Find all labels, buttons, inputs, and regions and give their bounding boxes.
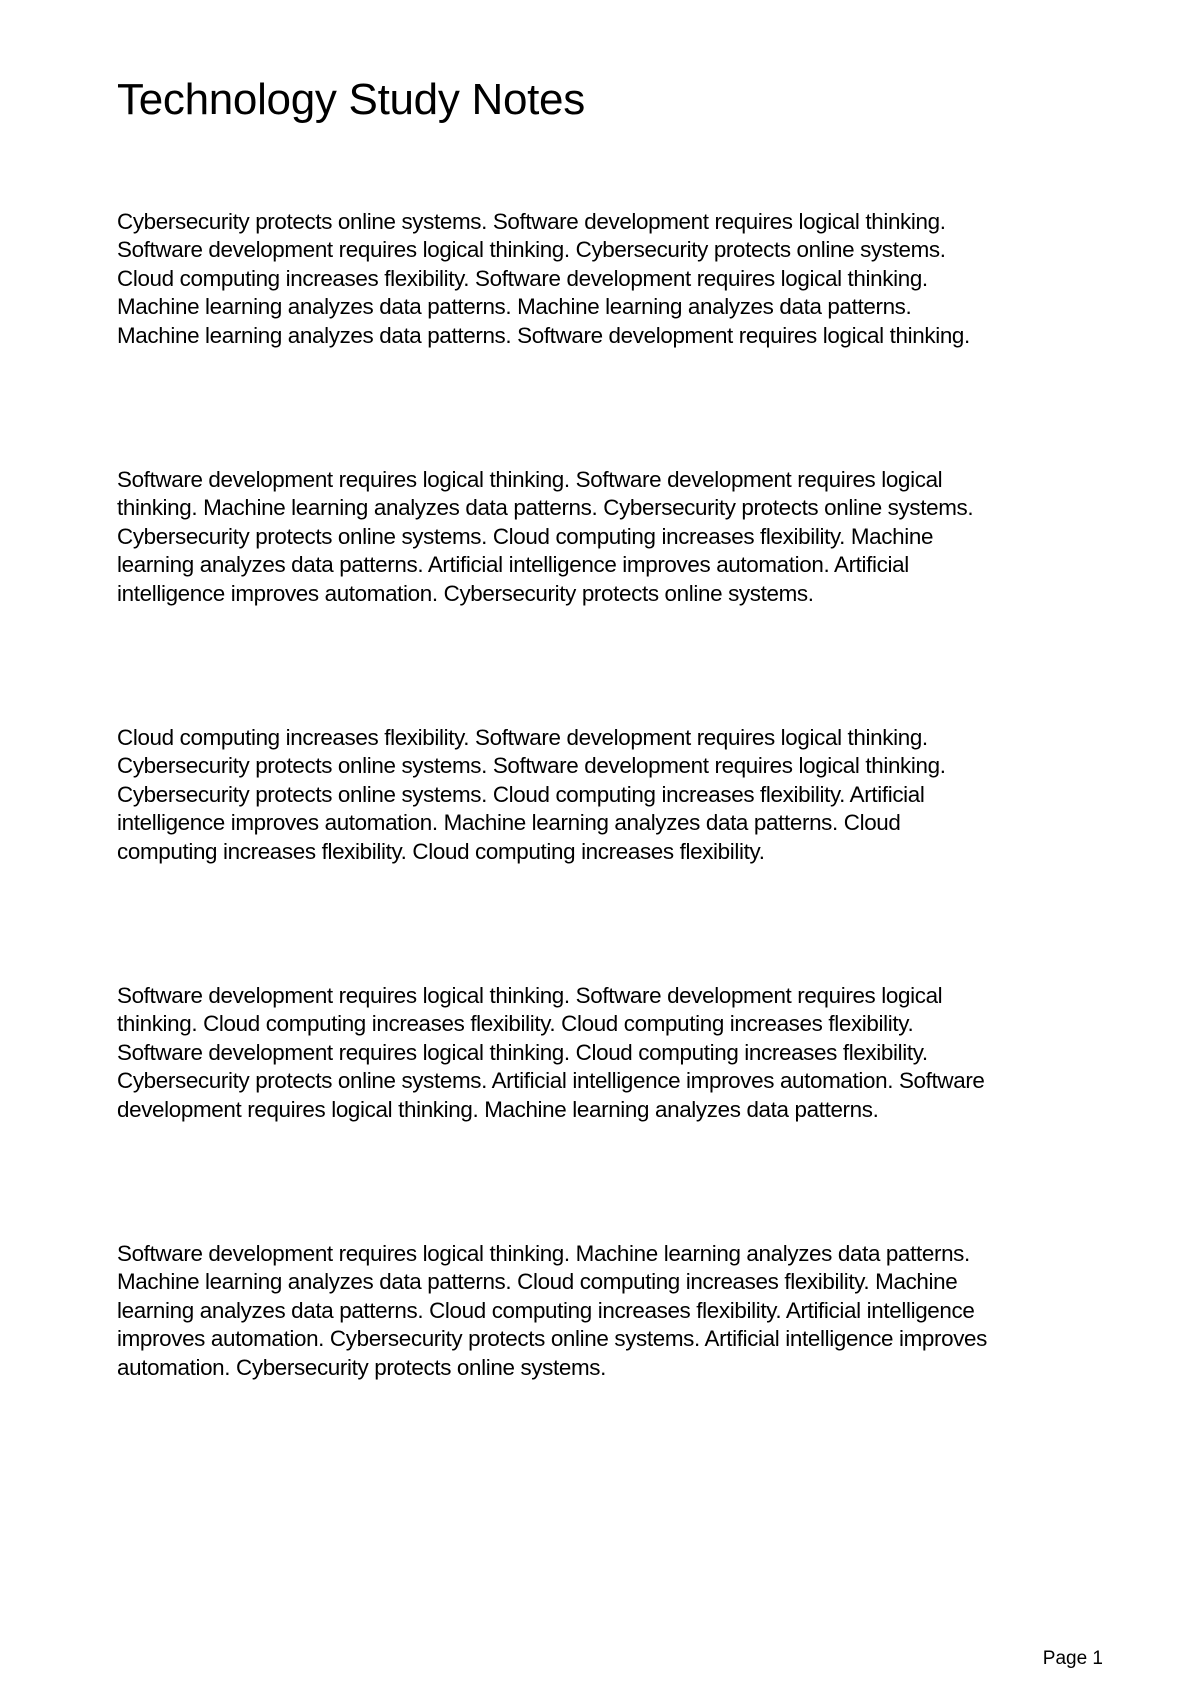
paragraph-line: learning analyzes data patterns. Artificial intelligence improves automation. Artificial bbox=[117, 552, 909, 578]
paragraph-line: Software development requires logical thinking. Software development requires logical bbox=[117, 983, 943, 1008]
paragraph-line: thinking. Machine learning analyzes data patterns. Cybersecurity protects online systems. bbox=[117, 495, 974, 521]
paragraph-line: computing increases flexibility. Cloud computing increases flexibility. bbox=[117, 838, 765, 864]
paragraph-line: Cybersecurity protects online systems. Cloud computing increases flexibility. Machine bbox=[117, 523, 934, 549]
document-title: Technology Study Notes bbox=[117, 75, 585, 124]
paragraph-line: Cloud computing increases flexibility. Software development requires logical thinking. bbox=[117, 725, 928, 750]
paragraph-3 bbox=[117, 724, 1107, 866]
paragraph-line: learning analyzes data patterns. Cloud computing increases flexibility. Artificial intelligence bbox=[117, 1297, 975, 1323]
paragraph-line: Software development requires logical thinking. Machine learning analyzes data patterns. bbox=[117, 1241, 970, 1266]
paragraph-line: thinking. Cloud computing increases flexibility. Cloud computing increases flexibility. bbox=[117, 1011, 914, 1037]
paragraph-line: Machine learning analyzes data patterns. Machine learning analyzes data patterns. bbox=[117, 294, 912, 320]
paragraph-line: intelligence improves automation. Machine learning analyzes data patterns. Cloud bbox=[117, 810, 901, 836]
paragraph-line: Machine learning analyzes data patterns. Cloud computing increases flexibility. Machine bbox=[117, 1269, 958, 1295]
paragraph-line: Machine learning analyzes data patterns. Software development requires logical thinking. bbox=[117, 322, 970, 348]
paragraph-line: Software development requires logical thinking. Cloud computing increases flexibility. bbox=[117, 1039, 928, 1065]
paragraph-line: Software development requires logical thinking. Software development requires logical bbox=[117, 467, 943, 492]
paragraph-line: Cloud computing increases flexibility. Software development requires logical thinking. bbox=[117, 265, 928, 291]
paragraph-line: Cybersecurity protects online systems. Cloud computing increases flexibility. Artificial bbox=[117, 781, 925, 807]
paragraph-line: development requires logical thinking. Machine learning analyzes data patterns. bbox=[117, 1096, 879, 1122]
paragraph-line: improves automation. Cybersecurity protects online systems. Artificial intelligence improves bbox=[117, 1326, 988, 1352]
paragraph-line: Software development requires logical thinking. Cybersecurity protects online systems. bbox=[117, 237, 946, 263]
paragraph-2 bbox=[117, 466, 1107, 608]
paragraph-line: Cybersecurity protects online systems. Software development requires logical thinking. bbox=[117, 753, 946, 779]
paragraph-line: Cybersecurity protects online systems. Artificial intelligence improves automation. Software bbox=[117, 1068, 985, 1094]
paragraph-4 bbox=[117, 982, 1107, 1124]
paragraph-line: Cybersecurity protects online systems. Software development requires logical thinking. bbox=[117, 209, 946, 234]
paragraph-1 bbox=[117, 208, 1107, 350]
paragraph-5 bbox=[117, 1240, 1107, 1382]
paragraph-line: automation. Cybersecurity protects online systems. bbox=[117, 1354, 606, 1380]
paragraph-line: intelligence improves automation. Cybersecurity protects online systems. bbox=[117, 580, 814, 606]
page-number: Page 1 bbox=[1042, 1648, 1103, 1669]
